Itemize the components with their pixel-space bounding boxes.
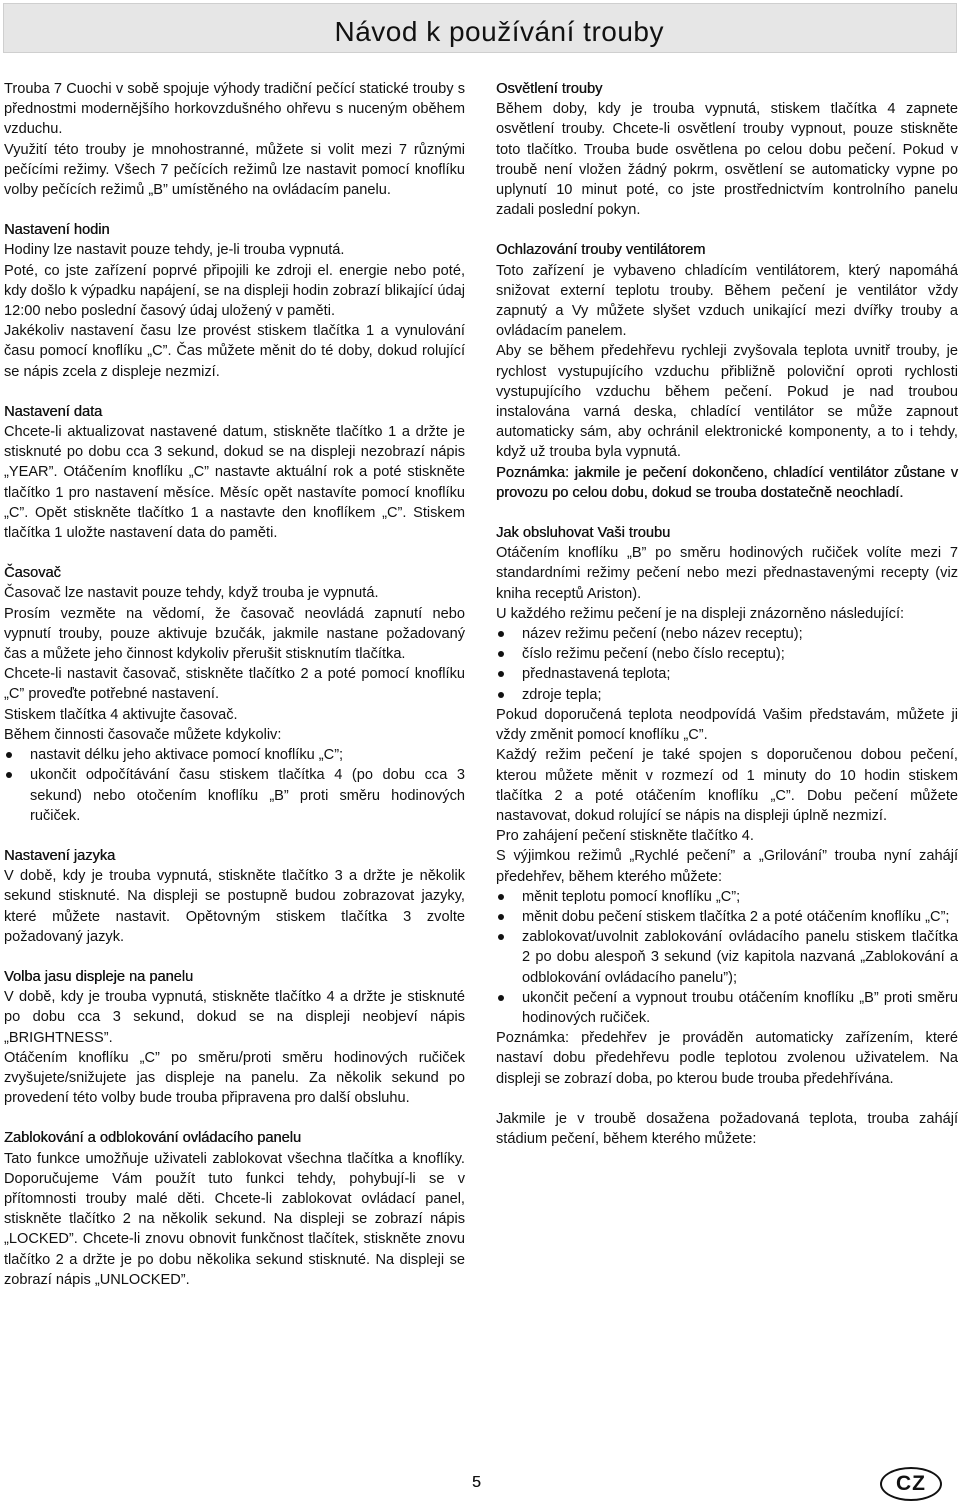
- list-item: měnit dobu pečení stiskem tlačítka 2 a poté otáčením knoflíku „C”;: [496, 907, 958, 927]
- operate-paragraph: U každého režimu pečení je na displeji znázorněno následující:: [496, 605, 905, 622]
- page-number: 5: [472, 1474, 481, 1491]
- section-heading-timer: Časovač: [4, 565, 61, 582]
- bullet-icon: [6, 772, 12, 778]
- section-heading-operate: Jak obsluhovat Vaši troubu: [496, 525, 671, 542]
- bullet-icon: [498, 651, 504, 657]
- cooling-paragraph: Aby se během předehřevu rychleji zvyšovala teplota uvnitř trouby, je rychlost vystupujícího vzduchu přibližně poloviční oproti rychlosti vystupujícího vzduchu během pečení. Pokud je nad troubou instalována varná deska, chladící ventilátor se může zapnout automaticky sám, aby ochránil elektronické komponenty, a to i tehdy, když už trouba byla vypnutá.: [496, 343, 958, 461]
- bullet-icon: [498, 995, 504, 1001]
- timer-paragraph: Prosím vezměte na vědomí, že časovač neovládá zapnutí nebo vypnutí trouby, pouze aktivuje bzučák, jakmile nastane požadovaný čas a můžete jeho činnost kdykoliv přerušit stisknutím tlačítka.: [4, 605, 465, 663]
- list-item: zablokovat/uvolnit zablokování ovládacího panelu stiskem tlačítka 2 po dobu alespoň 3 sekund (viz kapitola nazvaná „Zablokování a odblokování ovládacího panelu”);: [496, 927, 958, 988]
- page-title: Návod k používání trouby: [334, 16, 664, 47]
- section-heading-cooling: Ochlazování trouby ventilátorem: [496, 242, 706, 259]
- clock-paragraph: Hodiny lze nastavit pouze tehdy, je-li trouba vypnutá.: [4, 242, 345, 259]
- lighting-paragraph: Během doby, kdy je trouba vypnutá, stiskem tlačítka 4 zapnete osvětlení trouby. Chcete-li osvětlení trouby vypnout, pouze stiskněte toto tlačítko. Trouba bude osvětlena po celou dobu pečení. Pokud v troubě není vložen žádný pokrm, osvětlení se automaticky vypne po uplynutí 10 minut poté, co jste prostřednictvím kontrolního panelu zadali poslední pokyn.: [496, 101, 958, 219]
- intro-paragraph: Trouba 7 Cuochi v sobě spojuje výhody tradiční pečící statické trouby s přednostmi modernějšího horkovzdušného ohřevu s nuceným oběhem vzduchu.: [4, 81, 465, 138]
- section-heading-brightness: Volba jasu displeje na panelu: [4, 968, 194, 985]
- right-column: [496, 79, 958, 1149]
- operate-paragraph: Otáčením knoflíku „B” po směru hodinových ručiček volíte mezi 7 standardními režimy pečení nebo mezi přednastavenými recepty (viz kniha receptů Ariston).: [496, 545, 958, 602]
- timer-paragraph: Během činnosti časovače můžete kdykoliv:: [4, 726, 282, 743]
- list-item: nastavit délku jeho aktivace pomocí knoflíku „C”;: [4, 745, 465, 765]
- bullet-icon: [6, 752, 12, 758]
- preheat-bullet-list: [496, 887, 958, 1028]
- language-badge: CZ: [880, 1467, 942, 1501]
- bullet-icon: [498, 671, 504, 677]
- bullet-icon: [498, 914, 504, 920]
- operate-final-paragraph: Jakmile je v troubě dosažena požadovaná teplota, trouba zahájí stádium pečení, během kterého můžete:: [496, 1110, 958, 1147]
- list-item: měnit teplotu pomocí knoflíku „C”;: [496, 887, 958, 907]
- bullet-icon: [498, 631, 504, 637]
- clock-paragraph: Jakékoliv nastavení času lze provést stiskem tlačítka 1 a vynulování času pomocí knoflíku „C”. Čas můžete měnit do té doby, dokud rolující se nápis zcela z displeje nezmizí.: [4, 323, 465, 380]
- left-column: [4, 79, 465, 1290]
- bullet-icon: [498, 934, 504, 940]
- brightness-paragraph: V době, kdy je trouba vypnutá, stiskněte tlačítko 4 a držte je stisknuté po dobu cca 3 sekund, dokud se na displeji neobjeví nápis „BRIGHTNESS”.: [4, 989, 465, 1046]
- cooling-paragraph: Toto zařízení je vybaveno chladícím ventilátorem, který napomáhá snižovat externí teplotu trouby. Během pečení je ventilátor vždy zapnutý a Vy můžete slyšet vzduch unikající mezi dvířky trouby a ovládacím panelem.: [496, 262, 958, 340]
- bullet-icon: [498, 692, 504, 698]
- list-item: přednastavená teplota;: [496, 664, 958, 684]
- intro-paragraph: Využití této trouby je mnohostranné, můžete si volit mezi 7 různými pečícími režimy. Všech 7 pečících režimů lze nastavit pomocí knoflíku volby pečících režimů „B” umístěného na ovládacím panelu.: [4, 141, 465, 199]
- operate-paragraph: S výjimkou režimů „Rychlé pečení” a „Grilování” trouba nyní zahájí předehřev, během kterého můžete:: [496, 848, 958, 885]
- header-band: [3, 3, 957, 53]
- section-heading-date: Nastavení data: [4, 403, 103, 420]
- date-paragraph: Chcete-li aktualizovat nastavené datum, stiskněte tlačítko 1 a držte je stisknuté po dobu cca 3 sekund, dokud se na displeji nezobrazí nápis „YEAR”. Otáčením knoflíku „C” nastavte aktuální rok a poté stiskněte tlačítko 1 pro nastavení měsíce. Měsíc opět nastavíte pomocí knoflíku „C”. Opět stiskněte tlačítko 1 a nastavte den knoflíkem „C”. Stiskem tlačítka 1 uložte nastavení data do paměti.: [4, 424, 465, 542]
- list-item: zdroje tepla;: [496, 685, 958, 705]
- brightness-paragraph: Otáčením knoflíku „C” po směru/proti směru hodinových ručiček zvyšujete/snižujete jas displeje na panelu. Za několik sekund po provedení této volby bude trouba připravena pro další obsluhu.: [4, 1049, 465, 1107]
- list-item: číslo režimu pečení (nebo číslo receptu);: [496, 644, 958, 664]
- preheat-note: Poznámka: předehřev je prováděn automaticky zařízením, které nastaví dobu předehřevu podle teplotou zvolenou uživatelem. Na displeji se zobrazí doba, po kterou bude trouba předehřívána.: [496, 1030, 958, 1087]
- timer-paragraph: Stiskem tlačítka 4 aktivujte časovač.: [4, 706, 238, 723]
- lock-paragraph: Tato funkce umožňuje uživateli zablokovat všechna tlačítka a knoflíky. Doporučujeme Vám použít tuto funkci tehdy, pohybují-li se v přítomnosti trouby malé děti. Chcete-li zablokovat ovládací panel, stiskněte tlačítko 2 na několik sekund. Na displeji se zobrazí nápis „LOCKED”. Chcete-li znovu obnovit funkčnost tlačítek, stiskněte znovu tlačítko 2 a držte je po dobu několika sekund stisknuté. Na displeji se zobrazí nápis „UNLOCKED”.: [4, 1150, 465, 1288]
- operate-paragraph: Pro zahájení pečení stiskněte tlačítko 4.: [496, 828, 754, 845]
- timer-paragraph: Časovač lze nastavit pouze tehdy, když trouba je vypnutá.: [4, 585, 379, 602]
- clock-paragraph: Poté, co jste zařízení poprvé připojili ke zdroji el. energie nebo poté, kdy došlo k výpadku napájení, se na displeji hodin zobrazí blikající údaj 12:00 nebo poslední časový údaj uložený v paměti.: [4, 262, 465, 320]
- section-heading-clock: Nastavení hodin: [4, 222, 110, 239]
- cooling-note: Poznámka: jakmile je pečení dokončeno, chladící ventilátor zůstane v provozu po celou dobu, dokud se trouba dostatečně neochladí.: [496, 464, 958, 501]
- timer-bullet-list: [4, 745, 465, 826]
- operate-paragraph: Pokud doporučená teplota neodpovídá Vašim představám, můžete ji vždy změnit pomocí knoflíku „C”.: [496, 706, 958, 744]
- list-item: ukončit pečení a vypnout troubu otáčením knoflíku „B” proti směru hodinových ručiček.: [496, 988, 958, 1028]
- display-bullet-list: [496, 624, 958, 705]
- bullet-icon: [498, 894, 504, 900]
- list-item: ukončit odpočítávání času stiskem tlačítka 4 (po dobu cca 3 sekund) nebo otočením knoflíku „B” proti směru hodinových ručiček.: [4, 765, 465, 826]
- operate-paragraph: Každý režim pečení je také spojen s doporučenou dobou pečení, kterou můžete měnit v rozmezí od 1 minuty do 10 hodin stiskem tlačítka 2 a poté otáčením knoflíku „C”. Dobu pečení můžete nastavovat, dokud rolující se nápis na displeji úplně nezmizí.: [496, 747, 958, 824]
- language-paragraph: V době, kdy je trouba vypnutá, stiskněte tlačítko 3 a držte je několik sekund stisknuté. Na displeji se postupně budou zobrazovat jazyky, které můžete nastavit. Opětovným stiskem tlačítka 3 zvolte požadovaný jazyk.: [4, 868, 465, 945]
- section-heading-language: Nastavení jazyka: [4, 847, 116, 864]
- section-heading-lock: Zablokování a odblokování ovládacího panelu: [4, 1130, 301, 1147]
- list-item: název režimu pečení (nebo název receptu);: [496, 624, 958, 644]
- section-heading-lighting: Osvětlení trouby: [496, 81, 603, 97]
- timer-paragraph: Chcete-li nastavit časovač, stiskněte tlačítko 2 a poté pomocí knoflíku „C” proveďte potřebné nastavení.: [4, 666, 465, 703]
